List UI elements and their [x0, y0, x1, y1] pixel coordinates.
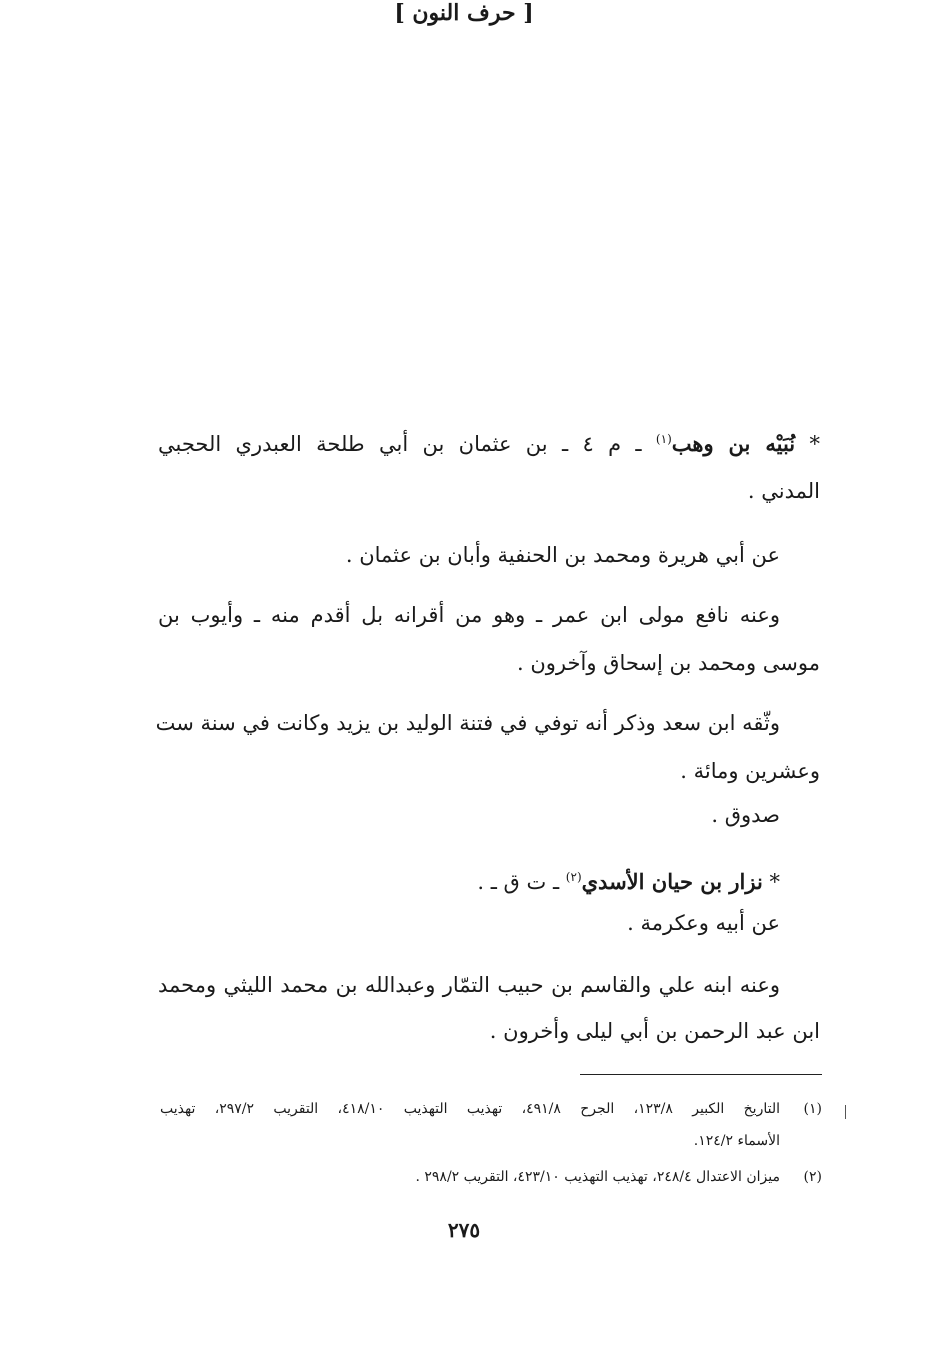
entry-1-line-2: المدني . [747, 479, 820, 503]
paragraph-3-line-2: وعشرين ومائة . [680, 759, 820, 783]
margin-mark [845, 1105, 846, 1119]
paragraph-2-line-2: موسى ومحمد بن إسحاق وآخرون . [517, 651, 820, 675]
entry-1-codes: ـ م ٤ ـ بن عثمان بن أبي طلحة العبدري الحجبي [158, 432, 642, 456]
paragraph-1: عن أبي هريرة ومحمد بن الحنفية وأبان بن عثمان . [345, 543, 780, 567]
footnote-1-line-1: التاريخ الكبير ١٢٣/٨، الجرح ٤٩١/٨، تهذيب التهذيب ٤١٨/١٠، التقريب ٢٩٧/٢، تهذيب [160, 1101, 780, 1117]
footnote-2-line-1: ميزان الاعتدال ٢٤٨/٤، تهذيب التهذيب ٤٢٣/١٠، التقريب ٢٩٨/٢ . [415, 1169, 780, 1185]
footnote-ref-1[interactable]: (١) [655, 432, 672, 446]
entry-2-name: نزار بن حيان الأسدي [581, 869, 763, 894]
entry-1-name: نُبَيْه بن وهب [671, 431, 796, 456]
footnote-ref-2[interactable]: (٢) [565, 870, 582, 884]
entry-marker: * [769, 870, 780, 894]
page-number: ٢٧٥ [447, 1218, 481, 1242]
entry-marker: * [809, 432, 820, 456]
footnote-separator [580, 1074, 822, 1075]
footnote-2-number: (٢) [803, 1169, 822, 1185]
footnote-1-number: (١) [803, 1101, 822, 1117]
paragraph-2-line-1: وعنه نافع مولى ابن عمر ـ وهو من أقرانه بل أقدم منه ـ وأيوب بن [158, 603, 780, 627]
entry-1-header [158, 424, 820, 459]
paragraph-5-line-1: وعنه ابنه علي والقاسم بن حبيب التمّار وعبدالله بن محمد الليثي ومحمد [158, 973, 780, 997]
footnote-1-line-2: الأسماء ١٢٤/٢. [693, 1133, 780, 1149]
paragraph-4: عن أبيه وعكرمة . [627, 911, 780, 935]
paragraph-3-line-3: صدوق . [711, 803, 780, 827]
entry-2-codes: ـ ت ق ـ . [477, 870, 560, 894]
section-heading: [ حرف النون ] [394, 0, 534, 26]
paragraph-3-line-1: وثّقه ابن سعد وذكر أنه توفي في فتنة الوليد بن يزيد وكانت في سنة ست [155, 711, 780, 735]
paragraph-5-line-2: ابن عبد الرحمن بن أبي ليلى وأخرون . [489, 1019, 820, 1043]
entry-2-header [477, 862, 780, 897]
